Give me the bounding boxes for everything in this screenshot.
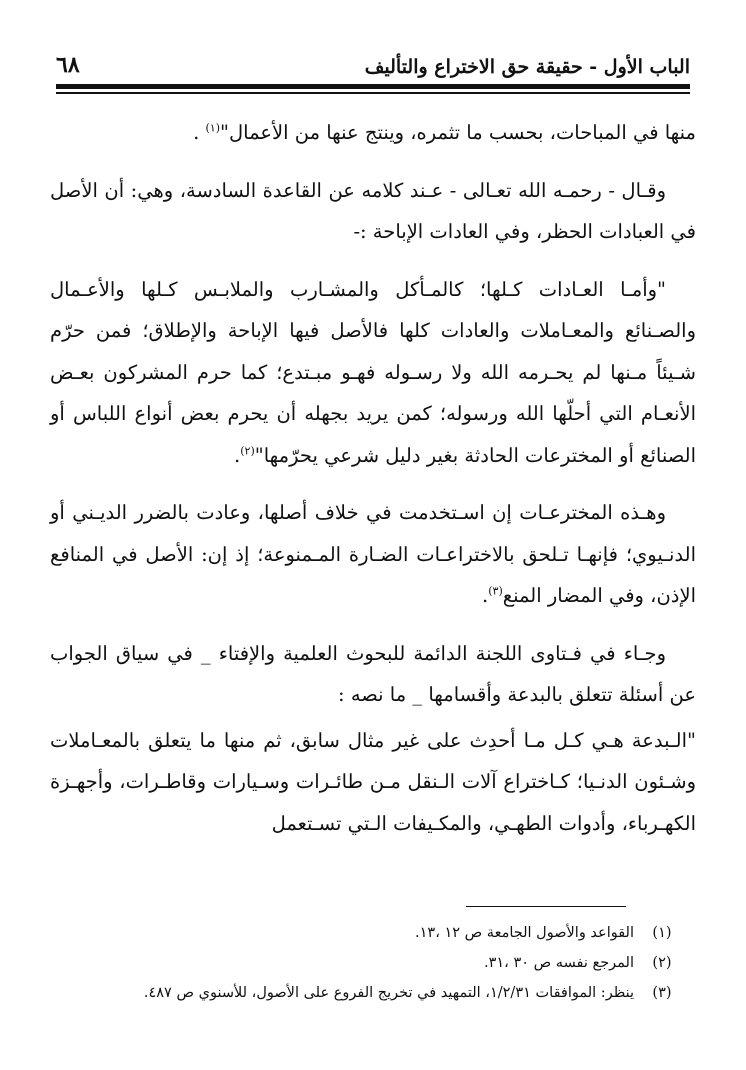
footnote-number: (٣) (652, 985, 672, 1001)
header-rule-thin (56, 92, 690, 94)
footnote-number: (١) (652, 925, 672, 941)
running-header (56, 38, 690, 78)
footnote-ref: (٣) (488, 584, 503, 598)
paragraph: "الـبدعة هـي كـل مـا أحدِث على غير مثال سابق، ثم منها ما يتعلق بالمعـاملات وشـئون الدنـيا؛ كـاختراع آلات الـنقل مـن طائـرات وسـيارات وقاطـرات، وأجهـزة الكهـرباء، وأدوات الطهـي، والمكـيفات الـتي تسـتعمل (50, 728, 696, 835)
footnotes (56, 918, 690, 1008)
page-number: ٦٨ (56, 52, 80, 78)
paragraph: وجـاء في فـتاوى اللجنة الدائمة للبحوث العلمية والإفتاء _ في سياق الجواب عن أسئلة تتعلق بالبدعة وأقسامها _ ما نصه : (50, 641, 696, 706)
footnote-text: المرجع نفسه ص ٣٠ ،٣١. (483, 955, 634, 971)
footnote (56, 918, 690, 948)
header-rule-thick (56, 84, 690, 89)
footnote-text: القواعد والأصول الجامعة ص ١٢ ،١٣. (415, 925, 634, 941)
footnote (56, 948, 690, 978)
chapter-title: الباب الأول - حقيقة حق الاختراع والتأليف (364, 56, 690, 78)
footnote-number: (٢) (652, 955, 672, 971)
footnote-text: ينظر: الموافقات ١/٢/٣١، التمهيد في تخريج الفروع على الأصول، للأسنوي ص ٤٨٧. (143, 985, 634, 1001)
paragraph: وهـذه المخترعـات إن اسـتخدمت في خلاف أصلها، وعادت بالضرر الديـني أو الدنـيوي؛ فإنهـا تـلحق بالاختراعـات الضـارة المـمنوعة؛ إذ إن: الأصل في المنافع الإذن، وفي المضار المنع$^{(٣)}$. (50, 501, 696, 607)
footnote-separator (466, 906, 626, 907)
footnote (56, 978, 690, 1008)
paragraph: وقـال - رحمـه الله تعـالى - عـند كلامه عن القاعدة السادسة، وهي: أن الأصل في العبادات الحظر، وفي العادات الإباحة :- (50, 178, 696, 243)
paragraph: "وأمـا العـادات كـلها؛ كالمـأكل والمشـارب والملابـس كـلها والأعـمال والصـنائع والمعـاملات والعادات كلها فالأصل فيها الإباحة والإطلاق؛ فمن حرّم شـيئاً مـنها لم يحـرمه الله ولا رسـوله فهـو مبـتدع؛ كما حرم المشركون بعـض الأنعـام التي أحلّها الله ورسوله؛ كمن يريد بجهله أن يحرم بعض أنواع اللباس أو الصنائع أو المخترعات الحادثة بغير دليل شرعي يحرّمها"$^{(٢)}$. (50, 277, 696, 467)
footnote-ref: (١) (205, 121, 220, 135)
body-text (50, 112, 696, 860)
paragraph: منها في المباحات، بحسب ما تثمره، وينتج عنها من الأعمال"$^{(١)}$ . (193, 121, 696, 144)
footnote-ref: (٢) (240, 444, 255, 457)
